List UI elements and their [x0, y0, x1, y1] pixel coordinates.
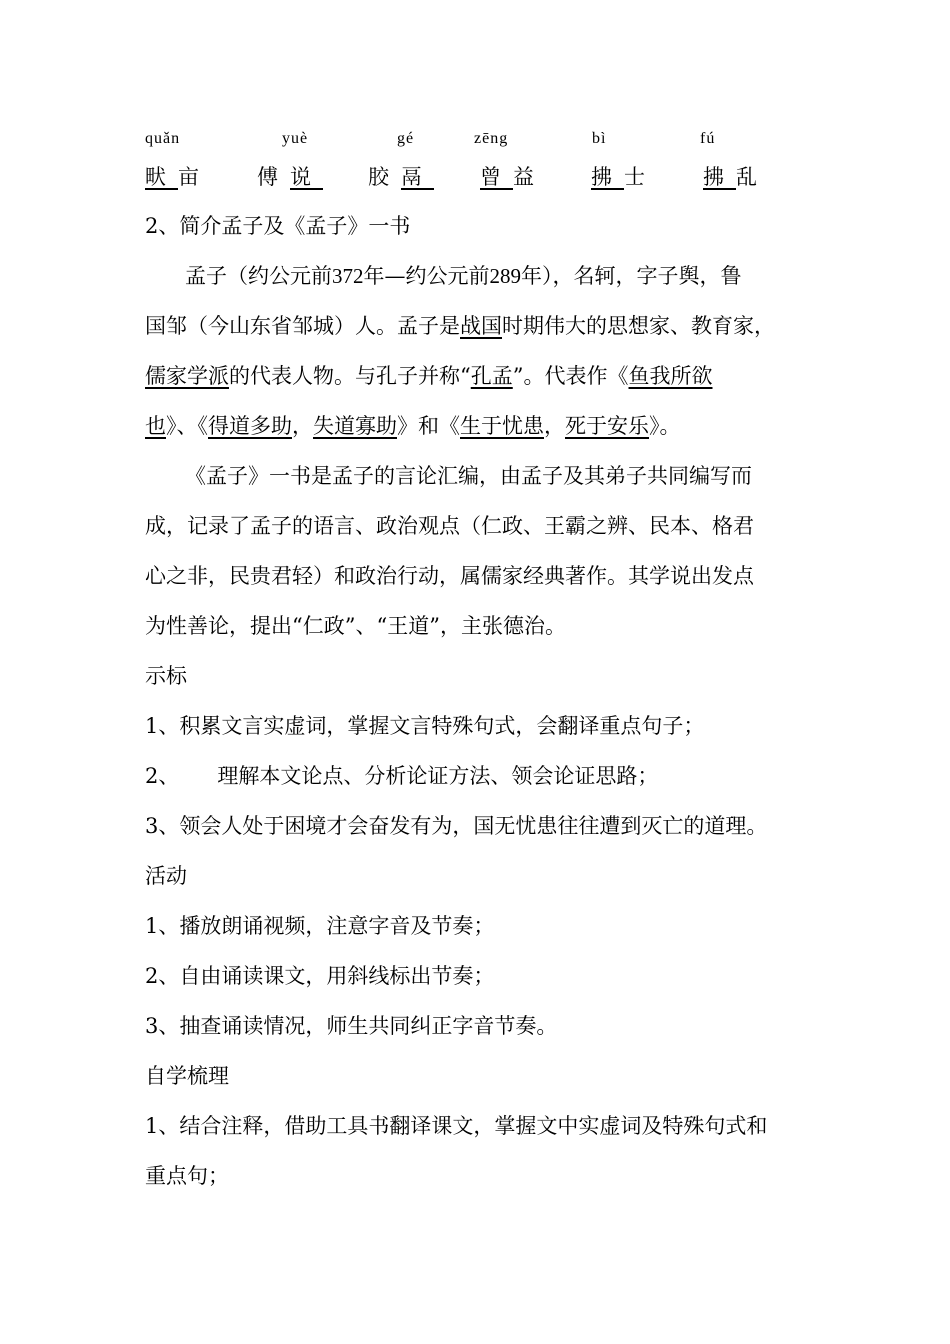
pinyin-5: bì [592, 130, 607, 147]
goal-item-1: 1、积累文言实虚词，掌握文言特殊句式，会翻译重点句子； [145, 714, 705, 738]
vocab-word-5: 拂士 [591, 165, 657, 189]
book-line-3: 心之非，民贵君轻）和政治行动，属儒家经典著作。其学说出发点 [145, 564, 754, 588]
pinyin-4: zēng [474, 130, 509, 147]
book-line-4: 为性善论，提出“仁政”、“王道”，主张德治。 [145, 614, 566, 638]
goal-item-3: 3、领会人处于困境才会奋发有为，国无忧患往往遭到灭亡的道理。 [145, 814, 768, 838]
intro-line-2: 国邹（今山东省邹城）人。孟子是战国时期伟大的思想家、教育家， [145, 314, 775, 338]
section-heading-goals: 示标 [145, 664, 187, 688]
intro-line-1: 孟子（约公元前372年—约公元前289年），名轲，字子舆，鲁 [185, 264, 742, 288]
book-line-2: 成，记录了孟子的语言、政治观点（仁政、王霸之辨、民本、格君 [145, 514, 754, 538]
intro-line-3: 儒家学派的代表人物。与孔子并称“孔孟”。代表作《鱼我所欲 [145, 364, 713, 388]
activity-item-3: 3、抽查诵读情况，师生共同纠正字音节奏。 [145, 1014, 558, 1038]
section-heading-activities: 活动 [145, 864, 187, 888]
selfstudy-line-1: 1、结合注释，借助工具书翻译课文，掌握文中实虚词及特殊句式和 [145, 1114, 768, 1138]
vocab-word-4: 曾益 [480, 165, 546, 189]
vocab-word-2: 傅说 [257, 165, 323, 189]
pinyin-1: quǎn [145, 130, 181, 147]
vocab-row [0, 163, 950, 195]
pinyin-2: yuè [282, 130, 309, 147]
book-line-1: 《孟子》一书是孟子的言论汇编，由孟子及其弟子共同编写而 [185, 464, 752, 488]
vocab-word-1: 畎亩 [145, 165, 211, 189]
pinyin-row [0, 128, 950, 152]
activity-item-1: 1、播放朗诵视频，注意字音及节奏； [145, 914, 495, 938]
goal-item-2: 2、 理解本文论点、分析论证方法、领会论证思路； [145, 764, 659, 788]
intro-line-4: 也》、《得道多助，失道寡助》和《生于忧患，死于安乐》。 [145, 414, 681, 438]
activity-item-2: 2、自由诵读课文，用斜线标出节奏； [145, 964, 495, 988]
section-heading-intro: 2、简介孟子及《孟子》一书 [145, 214, 411, 238]
pinyin-6: fú [700, 130, 716, 147]
vocab-word-6: 拂乱 [703, 165, 769, 189]
selfstudy-line-2: 重点句； [145, 1164, 229, 1188]
vocab-word-3: 胶鬲 [368, 165, 434, 189]
section-heading-selfstudy: 自学梳理 [145, 1064, 229, 1088]
pinyin-3: gé [397, 130, 415, 147]
